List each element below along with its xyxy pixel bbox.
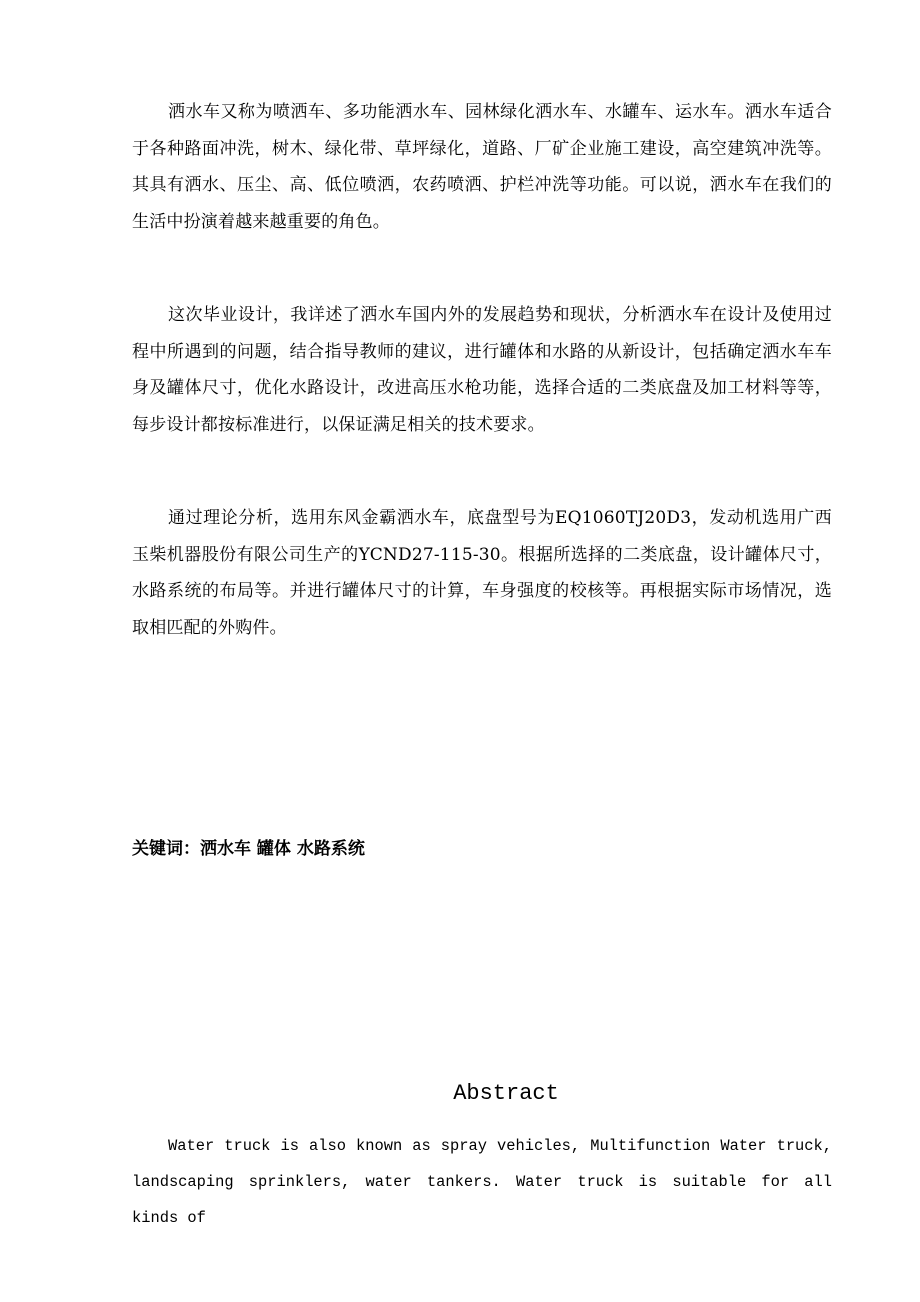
keywords-line: 关键词：洒水车 罐体 水路系统 (132, 839, 365, 859)
abstract-title: Abstract (453, 1081, 559, 1106)
abstract-cn-paragraph-3: 通过理论分析，选用东风金霸洒水车，底盘型号为EQ1060TJ20D3，发动机选用广西玉柴机器股份有限公司生产的YCND27-115-30。根据所选择的二类底盘，设计罐体尺寸，水路系统的布局等。并进行罐体尺寸的计算，车身强度的校核等。再根据实际市场情况，选取相匹配的外购件。 (132, 508, 832, 638)
abstract-en-paragraph: Water truck is also known as spray vehicles, Multifunction Water truck, landscaping sprinklers, water tankers. Water truck is suitable for all kinds of (132, 1137, 832, 1227)
abstract-cn-paragraph-1: 洒水车又称为喷洒车、多功能洒水车、园林绿化洒水车、水罐车、运水车。洒水车适合于各种路面冲洗，树木、绿化带、草坪绿化，道路、厂矿企业施工建设，高空建筑冲洗等。其具有洒水、压尘、高、低位喷洒，农药喷洒、护栏冲洗等功能。可以说，洒水车在我们的生活中扮演着越来越重要的角色。 (132, 102, 832, 232)
abstract-cn-paragraph-2: 这次毕业设计，我详述了洒水车国内外的发展趋势和现状，分析洒水车在设计及使用过程中所遇到的问题，结合指导教师的建议，进行罐体和水路的从新设计，包括确定洒水车车身及罐体尺寸，优化水路设计，改进高压水枪功能，选择合适的二类底盘及加工材料等等，每步设计都按标准进行，以保证满足相关的技术要求。 (132, 305, 832, 435)
